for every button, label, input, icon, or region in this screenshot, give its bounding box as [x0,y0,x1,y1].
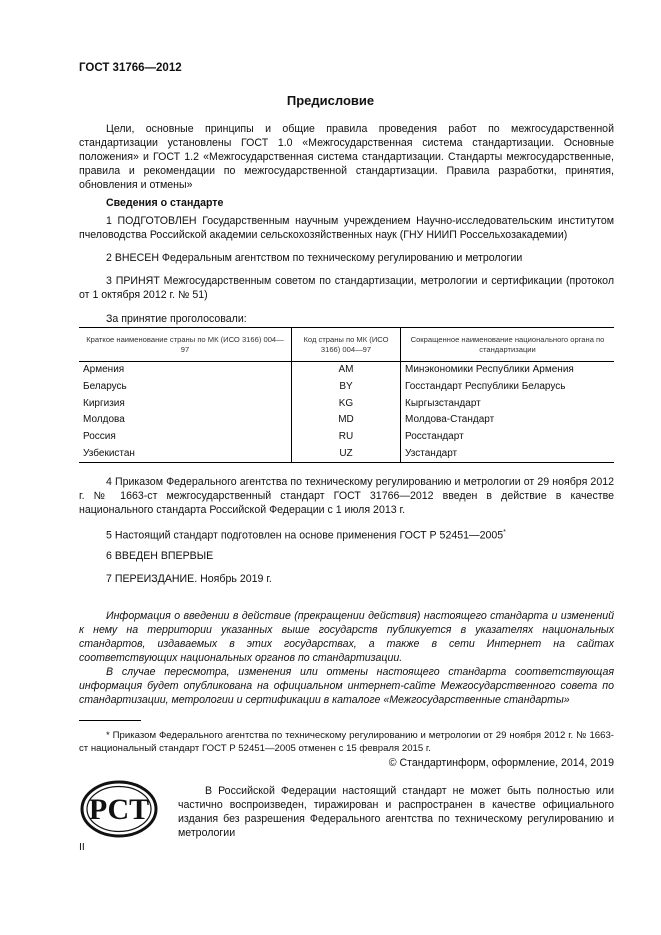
table-row [79,429,614,446]
table-row [79,445,614,462]
body-cell: Кыргызстандарт [401,395,615,412]
code-cell: AM [292,362,401,379]
item-6: 6 ВВЕДЕН ВПЕРВЫЕ [106,550,214,562]
code-cell: RU [292,429,401,446]
voted-label: За принятие проголосовали: [106,313,247,325]
info-heading: Сведения о стандарте [106,197,224,209]
intro-paragraph: Цели, основные принципы и общие правила проведения работ по межгосударственной стандартизации установлены ГОСТ 1.0 «Межгосударственная система стандартизации. Основные положения» и ГОСТ 1.2 «Межгосударственная система стандартизации. Стандарты межгосударственные, правила и рекомендации по межгосударственной стандартизации. Правила разработки, принятия, обновления и отмены» [79,123,614,192]
logo-lettering: РСТ [88,793,150,826]
item-3: 3 ПРИНЯТ Межгосударственным советом по стандартизации, метрологии и сертификации (протокол от 1 октября 2012 г. № 51) [79,275,614,302]
item-4: 4 Приказом Федерального агентства по техническому регулированию и метрологии от 29 ноября 2012 г. № 1663-ст межгосударственный стандарт ГОСТ 31766—2012 введен в действие в качестве национального стандарта Российской Федерации с 1 июля 2013 г. [79,476,614,517]
rst-logo [79,779,159,839]
rights-notice: В Российской Федерации настоящий стандарт не может быть полностью или частично воспроизведен, тиражирован и распространен в качестве официального издания без разрешения Федерального агентства по техническому регулированию и метрологии [178,785,614,839]
country-cell: Киргизия [83,397,125,409]
item-7: 7 ПЕРЕИЗДАНИЕ. Ноябрь 2019 г. [106,573,272,585]
country-cell: Беларусь [83,381,127,393]
notice-paragraph-1: Информация о введении в действие (прекращении действия) настоящего стандарта и изменений к нему на территории указанных выше государств публикуется в указателях национальных стандартов, издаваемых в этих государствах, а также в сети Интернет на сайтах соответствующих национальных органов по стандартизации. [79,610,614,665]
standard-number: ГОСТ 31766—2012 [79,62,182,74]
table-row [79,379,614,396]
body-cell: Росстандарт [401,429,615,446]
footnote-divider [79,720,141,721]
body-cell: Узстандарт [401,445,615,462]
code-cell: MD [292,412,401,429]
item-1: 1 ПОДГОТОВЛЕН Государственным научным учреждением Научно-исследовательским институтом пчеловодства Российской академии сельскохозяйственных наук (ГНУ НИИП Россельхозакадемии) [79,215,614,242]
header-body: Сокращенное наименование национального органа по стандартизации [401,328,615,362]
page-number: II [79,841,85,853]
copyright: © Стандартинформ, оформление, 2014, 2019 [388,757,614,769]
country-cell: Молдова [83,414,125,426]
votes-table [79,327,614,463]
code-cell: KG [292,395,401,412]
rst-logo-icon [79,779,159,839]
header-code: Код страны по МК (ИСО 3166) 004—97 [292,328,401,362]
table-row [79,412,614,429]
country-cell: Россия [83,431,116,443]
country-cell: Армения [83,364,125,376]
table-row [79,362,614,379]
country-cell: Узбекистан [79,445,292,462]
notice-paragraph-2: В случае пересмотра, изменения или отмены настоящего стандарта соответствующая информация будет опубликована на официальном интернет-сайте Межгосударственного совета по стандартизации, метрологии и сертификации в каталоге «Межгосударственные стандарты» [79,666,614,707]
item-5-text: 5 Настоящий стандарт подготовлен на основе применения ГОСТ Р 52451—2005 [106,529,504,542]
footnote-mark: * [503,529,506,536]
code-cell: BY [292,379,401,396]
code-cell: UZ [292,445,401,462]
body-cell: Госстандарт Республики Беларусь [401,379,615,396]
header-country: Краткое наименование страны по МК (ИСО 3166) 004—97 [79,328,292,362]
footnote: * Приказом Федерального агентства по техническому регулированию и метрологии от 29 ноября 2012 г. № 1663-ст национальный стандарт ГОСТ Р 52451—2005 отменен с 15 февраля 2015 г. [79,730,614,754]
page-title: Предисловие [286,93,375,108]
body-cell: Минэкономики Республики Армения [401,362,615,379]
body-cell: Молдова-Стандарт [401,412,615,429]
item-5 [79,526,614,543]
table-row [79,395,614,412]
table-header-row [79,328,614,362]
item-2: 2 ВНЕСЕН Федеральным агентством по техническому регулированию и метрологии [106,252,523,264]
